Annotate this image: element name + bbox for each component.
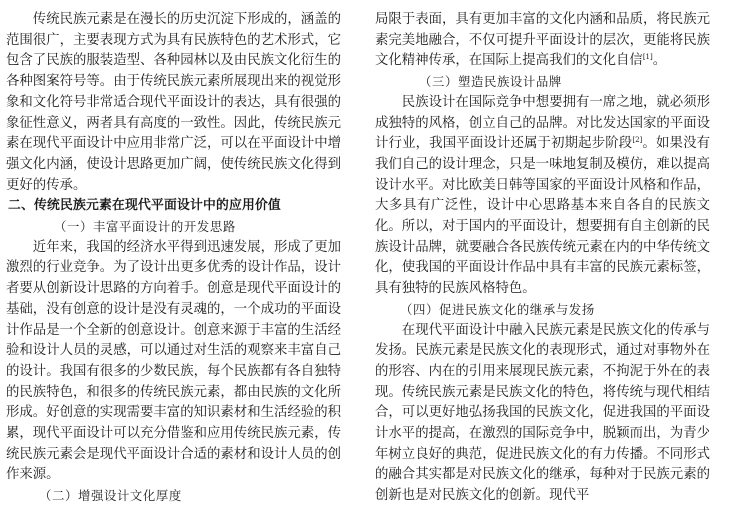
- right-column: [375, 10, 710, 507]
- left-column: [6, 10, 341, 507]
- paragraph-cultural-depth-cont: [375, 10, 710, 72]
- paragraph-intro: 传统民族元素是在漫长的历史沉淀下形成的，涵盖的范围很广，主要表现方式为具有民族特色的艺术形式，它包含了民族的服装造型、各种园林以及由民族文化衍生的各种图案符号等。由于传统民族元素所展现出来的视觉形象和文化符号非常适合现代平面设计的表达，具有很强的象征性意义，两者具有高度的一致性。因此，传统民族元素在现代平面设计中应用非常广泛，可以在平面设计中增强文化内涵，使设计思路更加广阔，使传统民族文化得到更好的传承。: [6, 12, 341, 193]
- paragraph-heritage: 在现代平面设计中融入民族元素是民族文化的传承与发扬。民族元素是民族文化的表现形式，通过对事物外在的形容、内在的引用来展现民族元素，不拘泥于外在的表现。传统民族元素是民族文化的特色，将传统与现代相结合，可以更好地弘扬我国的民族文化，促进我国的平面设计水平的提高，在激烈的国际竞争中，脱颖而出，为青少年树立良好的典范，促进民族文化的有力传播。不同形式的融合其实都是对民族文化的继承，每种对于民族元素的创新也是对民族文化的创新。现代平: [375, 322, 710, 504]
- subheading-design-ideas: （一）丰富平面设计的开发思路: [54, 219, 236, 235]
- citation-ref-2: [2]: [632, 136, 643, 145]
- subheading-brand: （三）塑造民族设计品牌: [419, 74, 562, 90]
- paragraph-text: 局限于表面，具有更加丰富的文化内涵和品质，将民族元素完美地融合，不仅可提升平面设计的层次，更能将民族文化精神传承，在国际上提高我们的文化自信: [375, 12, 710, 69]
- section-heading-value: 二、传统民族元素在现代平面设计中的应用价值: [8, 198, 281, 214]
- paragraph-text: 民族设计在国际竞争中想要拥有一席之地，就必须形成独特的风格，创立自己的品牌。对比发达国家的平面设计行业，我国平面设计还属于初期起步阶段: [375, 94, 710, 152]
- subheading-heritage: （四）促进民族文化的继承与发扬: [400, 301, 595, 317]
- citation-ref-1: [1]: [642, 53, 653, 62]
- paragraph-brand: [375, 93, 710, 300]
- paragraph-end: 。: [652, 53, 667, 69]
- paragraph-text-rest: 。如果没有我们自己的设计理念，只是一味地复制及模仿，难以提高设计水平。对比欧美日韩等国家的平面设计风格和作品，大多具有广泛性，设计中心思路基本来自各自的民族文化。所以，对于国内的平面设计，想要拥有自主创新的民族设计品牌，就要融合各民族传统元素在内的中华传统文化，使我国的平面设计作品中具有丰富的民族元素标签，具有独特的民族风格特色。: [375, 136, 711, 297]
- subheading-cultural-depth: （二）增强设计文化厚度: [39, 488, 182, 504]
- paragraph-design-ideas: 近年来，我国的经济水平得到迅速发展，形成了更加激烈的行业竞争。为了设计出更多优秀的设计作品，设计者要从创新设计思路的方向着手。创意是现代平面设计的基础，没有创意的设计是没有灵魂的，一个成功的平面设计作品是一个全新的创意设计。创意来源于丰富的生活经验和设计人员的灵感，可以通过对生活的观察来丰富自己的设计。我国有很多的少数民族，每个民族都有各自独特的民族特色，和很多的传统民族元素，都由民族的文化所形成。好创意的实现需要丰富的知识素材和生活经验的积累，现代平面设计可以充分借鉴和应用传统民族元素，传统民族元素会是现代平面设计合适的素材和设计人员的创作来源。: [6, 239, 341, 483]
